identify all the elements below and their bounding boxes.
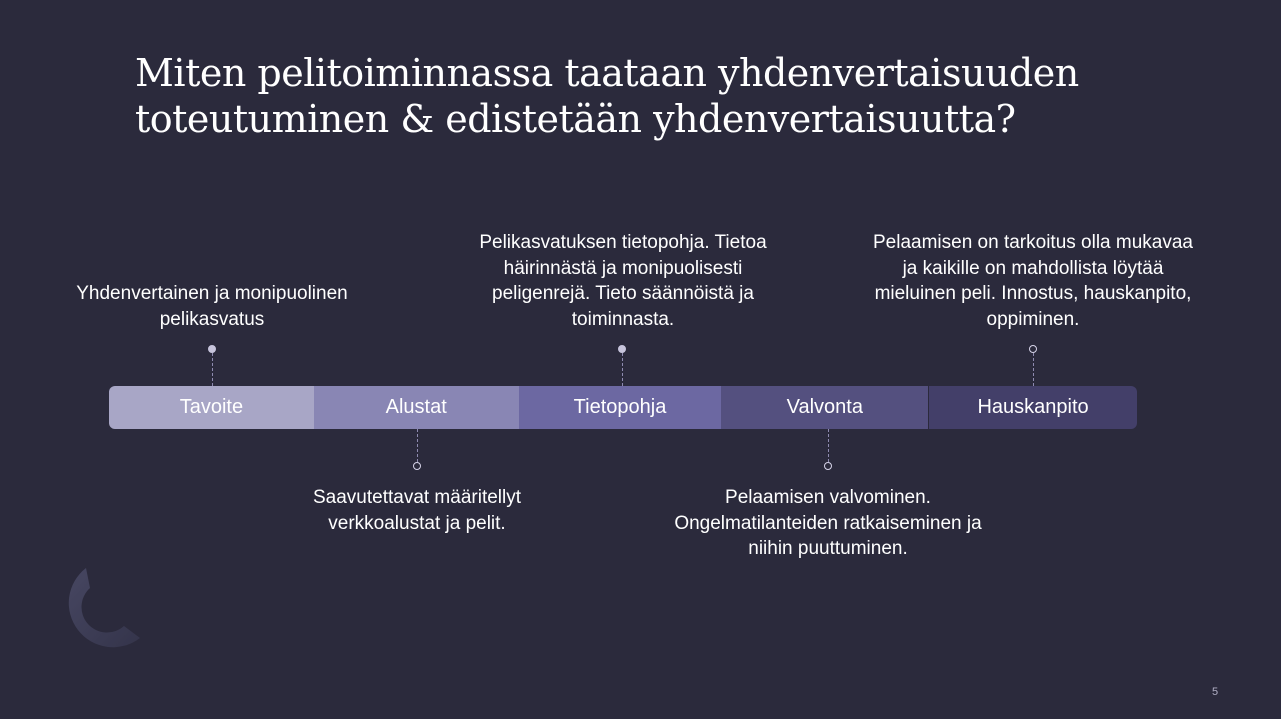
connector-valvonta: [828, 429, 829, 462]
segment-label: Tavoite: [179, 396, 244, 418]
description-hauskanpito: Pelaamisen on tarkoitus olla mukavaa ja kaikille on mahdollista löytää mieluinen peli. Innostus, hauskanpito, oppiminen.: [872, 232, 1193, 330]
description-tietopohja: Pelikasvatuksen tietopohja. Tietoa häirinnästä ja monipuolisesti peligenrejä. Tieto säännöistä ja toiminnasta.: [479, 232, 767, 330]
connector-alustat: [417, 429, 418, 462]
connector-tietopohja: [622, 353, 623, 386]
marker-tavoite: [208, 345, 216, 353]
segment-label: Tietopohja: [573, 396, 667, 418]
timeline-segment-valvonta: [721, 386, 928, 429]
timeline-segment-alustat: [314, 386, 519, 429]
segment-label: Alustat: [385, 396, 447, 418]
timeline-segment-tietopohja: [519, 386, 722, 429]
page-number: 5: [1212, 686, 1219, 698]
marker-alustat: [413, 462, 421, 470]
connector-hauskanpito: [1033, 353, 1034, 386]
connector-tavoite: [212, 353, 213, 386]
description-alustat: Saavutettavat määritellyt verkkoalustat ja pelit.: [312, 487, 522, 534]
timeline-bar: [109, 386, 1137, 429]
segment-label: Valvonta: [786, 396, 863, 418]
description-tavoite: Yhdenvertainen ja monipuolinen pelikasvatus: [76, 283, 348, 330]
slide-title: Miten pelitoiminnassa taataan yhdenvertaisuuden toteutuminen & edistetään yhdenvertaisuutta?: [135, 51, 1079, 141]
segment-label: Hauskanpito: [977, 396, 1089, 418]
logo-arc-icon: [52, 560, 148, 656]
marker-tietopohja: [618, 345, 626, 353]
timeline-segment-hauskanpito: [928, 386, 1137, 429]
timeline-segment-tavoite: [109, 386, 314, 429]
marker-hauskanpito: [1029, 345, 1037, 353]
description-valvonta: Pelaamisen valvominen. Ongelmatilanteiden ratkaiseminen ja niihin puuttuminen.: [674, 487, 982, 559]
marker-valvonta: [824, 462, 832, 470]
